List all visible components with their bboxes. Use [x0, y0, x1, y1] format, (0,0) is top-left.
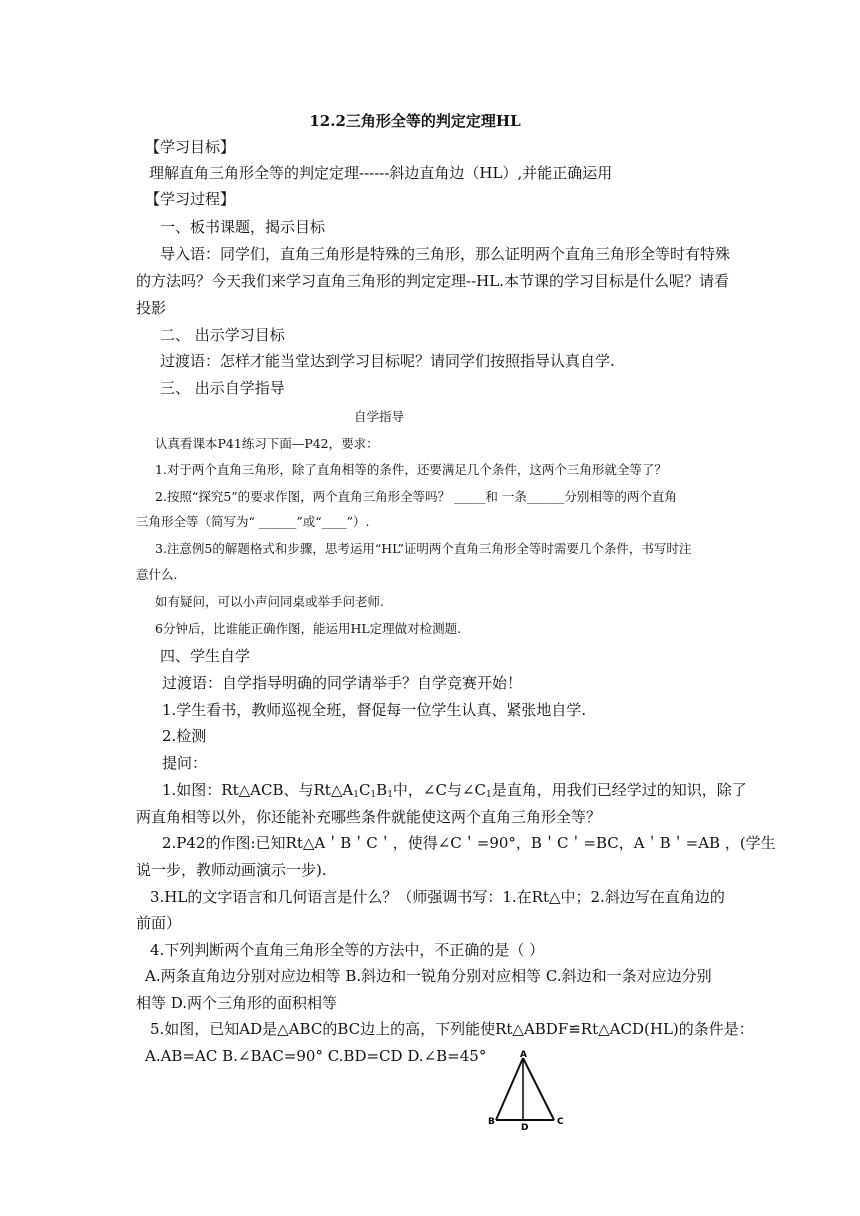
ask-label: 提问：: [162, 754, 208, 772]
guide-item-3-line-2: 意什么.: [136, 567, 178, 582]
label-d: D: [521, 1123, 529, 1132]
step-4-heading: 四、学生自学: [160, 647, 251, 665]
label-c: C: [557, 1117, 564, 1127]
document-title: 12.2三角形全等的判定定理HL: [309, 112, 521, 130]
transition-1: 过渡语：怎样才能当堂达到学习目标呢？请同学们按照指导认真自学.: [160, 352, 615, 370]
intro-line-3: 投影: [136, 299, 167, 317]
guide-question-note: 如有疑问，可以小声问同桌或举手问老师.: [155, 594, 384, 609]
question-4-line-2: A.两条直角边分别对应边相等 B.斜边和一锐角分别对应相等 C.斜边和一条对应边分别: [145, 967, 712, 985]
question-4-line-1: 4.下列判断两个直角三角形全等的方法中，不正确的是（ ）: [150, 941, 545, 959]
guide-item-1: 1.对于两个直角三角形，除了直角相等的条件，还要满足几个条件，这两个三角形就全等了？: [155, 462, 667, 477]
guide-title: 自学指导: [354, 409, 405, 424]
question-3-line-1: 3.HL的文字语言和几何语言是什么？（师强调书写：1.在Rt△中；2.斜边写在直角边的: [150, 888, 725, 906]
side-ac: [523, 1058, 554, 1120]
question-4-line-3: 相等 D.两个三角形的面积相等: [136, 994, 338, 1012]
question-5-line-1: 5.如图，已知AD是△ABC的BC边上的高，下列能使Rt△ABDF≌Rt△ACD(HL)的条件是：: [150, 1020, 754, 1038]
goal-text: 理解直角三角形全等的判定定理------斜边直角边（HL）,并能正确运用: [149, 164, 613, 182]
question-2-line-1: 2.P42的作图:已知Rt△A＇B＇C＇，使得∠C＇=90°，B＇C＇=BC，A＇B＇=AB ，(学生: [162, 834, 776, 852]
step-3-heading: 三、 出示自学指导: [160, 379, 285, 397]
question-1-line-2: 两直角相等以外，你还能补充哪些条件就能使这两个直角三角形全等？: [136, 808, 602, 826]
side-ab: [496, 1058, 523, 1120]
triangle-figure: [484, 1050, 574, 1132]
guide-time-note: 6分钟后，比谁能正确作图，能运用HL定理做对检测题.: [155, 621, 462, 636]
question-1-line-1: 1.如图：Rt△ACB、与$Rt\triangle A_1C_1B_1$中，∠C与$\angle C_1$是直角，用我们已经学过的知识，除了: [162, 781, 747, 800]
step-2-heading: 二、 出示学习目标: [160, 326, 285, 344]
question-2-line-2: 说一步，教师动画演示一步).: [136, 861, 327, 879]
intro-line-2: 的方法吗？今天我们来学习直角三角形的判定定理--HL.本节课的学习目标是什么呢？请看: [136, 272, 729, 290]
process-heading: 【学习过程】: [145, 190, 236, 208]
question-3-line-2: 前面）: [136, 914, 182, 932]
label-b: B: [488, 1117, 495, 1127]
goal-heading: 【学习目标】: [145, 138, 236, 156]
self-study-2: 2.检测: [162, 727, 207, 745]
step-1-heading: 一、板书课题，揭示目标: [160, 218, 326, 236]
intro-line-1: 导入语：同学们，直角三角形是特殊的三角形，那么证明两个直角三角形全等时有特殊: [160, 245, 731, 263]
transition-2: 过渡语：自学指导明确的同学请举手？自学竞赛开始！: [162, 674, 523, 692]
guide-item-2-line-2: 三角形全等（简写为“ ______”或“____”）.: [136, 514, 370, 529]
label-a: A: [520, 1050, 527, 1060]
self-study-1: 1.学生看书，教师巡视全班，督促每一位学生认真、紧张地自学.: [162, 701, 587, 719]
guide-intro: 认真看课本P41练习下面—P42，要求：: [155, 436, 379, 451]
guide-item-2-line-1: 2.按照“探究5”的要求作图，两个直角三角形全等吗？ _____和 一条______分别相等的两个直角: [155, 489, 677, 504]
question-5-line-2: A.AB=AC B.∠BAC=90° C.BD=CD D.∠B=45°: [145, 1047, 487, 1065]
guide-item-3-line-1: 3.注意例5的解题格式和步骤，思考运用“HL”证明两个直角三角形全等时需要几个条件，书写时注: [155, 541, 692, 556]
